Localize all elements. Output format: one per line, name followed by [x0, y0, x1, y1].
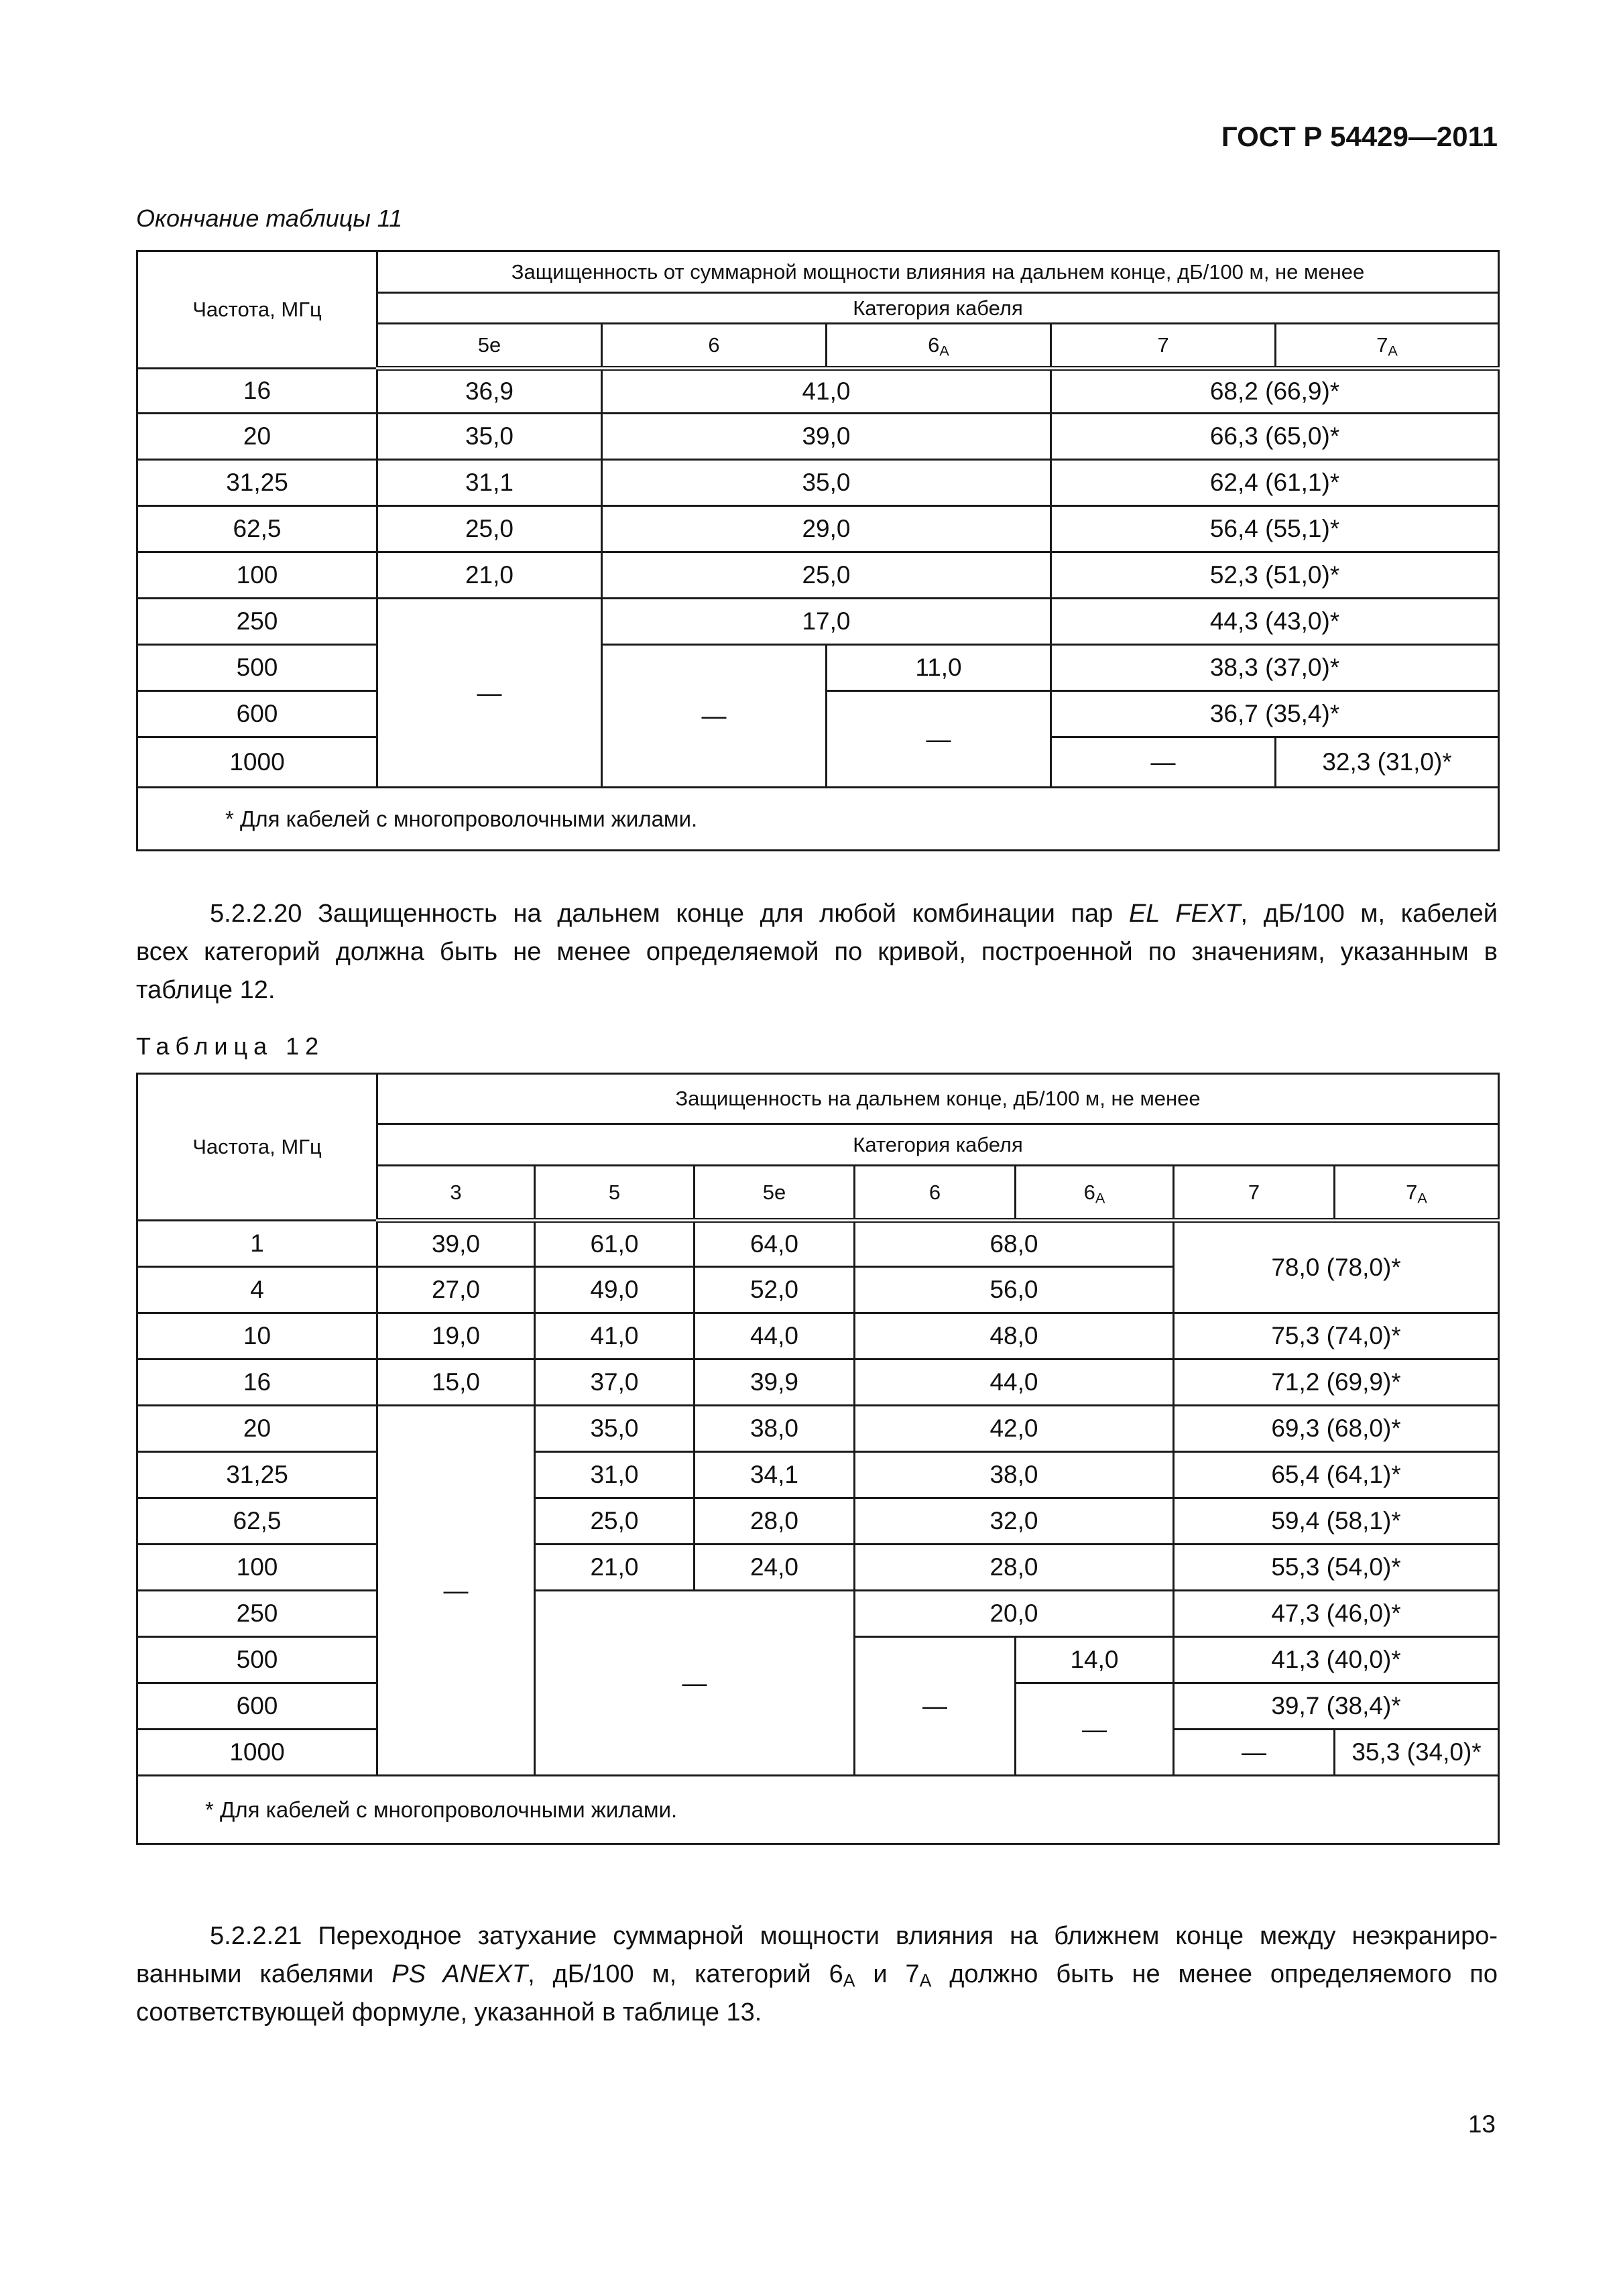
- freq-cell: 500: [137, 1637, 377, 1683]
- freq-cell: 100: [137, 1545, 377, 1591]
- value-cell: 38,0: [695, 1406, 855, 1452]
- value-cell: 47,3 (46,0)*: [1174, 1591, 1499, 1637]
- freq-cell: 10: [137, 1313, 377, 1360]
- category-header: Категория кабеля: [377, 1124, 1499, 1166]
- freq-header: Частота, МГц: [137, 251, 377, 369]
- value-cell: 55,3 (54,0)*: [1174, 1545, 1499, 1591]
- value-cell: 36,9: [377, 369, 602, 414]
- value-cell: 44,0: [855, 1360, 1174, 1406]
- value-cell: 78,0 (78,0)*: [1174, 1221, 1499, 1313]
- value-cell: 37,0: [535, 1360, 695, 1406]
- dash-cell: —: [377, 599, 602, 788]
- value-cell: 24,0: [695, 1545, 855, 1591]
- value-cell: 20,0: [855, 1591, 1174, 1637]
- value-cell: 21,0: [535, 1545, 695, 1591]
- value-cell: 39,0: [377, 1221, 535, 1267]
- freq-cell: 31,25: [137, 1452, 377, 1498]
- value-cell: 56,0: [855, 1267, 1174, 1313]
- value-cell: 44,0: [695, 1313, 855, 1360]
- value-cell: 25,0: [377, 506, 602, 552]
- freq-cell: 600: [137, 691, 377, 737]
- freq-cell: 1: [137, 1221, 377, 1267]
- value-cell: 35,0: [602, 460, 1051, 506]
- table-title: Защищенность на дальнем конце, дБ/100 м, не менее: [377, 1074, 1499, 1124]
- freq-cell: 16: [137, 1360, 377, 1406]
- cat-header: $6_A$: [827, 324, 1051, 369]
- value-cell: 61,0: [535, 1221, 695, 1267]
- value-cell: 32,3 (31,0)*: [1276, 737, 1499, 788]
- table11-caption: Окончание таблицы 11: [136, 204, 403, 232]
- freq-cell: 62,5: [137, 1498, 377, 1545]
- freq-cell: 4: [137, 1267, 377, 1313]
- table-11: [136, 250, 1500, 851]
- value-cell: 25,0: [535, 1498, 695, 1545]
- value-cell: 34,1: [695, 1452, 855, 1498]
- value-cell: 52,3 (51,0)*: [1051, 552, 1499, 599]
- cat-header: 6: [602, 324, 827, 369]
- value-cell: 66,3 (65,0)*: [1051, 414, 1499, 460]
- paragraph-5-2-2-21: 5.2.2.21 Переходное затухание суммарной мощности влияния на ближнем конце между неэкраниро- ванными кабелями PS ANEXT, дБ/100 м, категорий $6_A$ и $7_A$ должно быть не менее определяемого по соответствующей формуле, указанной в таблице 13.: [136, 1922, 1498, 2027]
- value-cell: 44,3 (43,0)*: [1051, 599, 1499, 645]
- cat-header: $7_A$: [1276, 324, 1499, 369]
- freq-cell: 62,5: [137, 506, 377, 552]
- value-cell: 52,0: [695, 1267, 855, 1313]
- value-cell: 29,0: [602, 506, 1051, 552]
- freq-cell: 600: [137, 1683, 377, 1730]
- dash-cell: —: [377, 1406, 535, 1776]
- value-cell: 32,0: [855, 1498, 1174, 1545]
- value-cell: 14,0: [1016, 1637, 1174, 1683]
- table-title: Защищенность от суммарной мощности влияния на дальнем конце, дБ/100 м, не менее: [377, 251, 1499, 293]
- value-cell: 19,0: [377, 1313, 535, 1360]
- table-footnote: * Для кабелей с многопроволочными жилами.: [137, 788, 1499, 851]
- value-cell: 65,4 (64,1)*: [1174, 1452, 1499, 1498]
- freq-cell: 250: [137, 1591, 377, 1637]
- table-12: [136, 1073, 1500, 1845]
- value-cell: 75,3 (74,0)*: [1174, 1313, 1499, 1360]
- value-cell: 17,0: [602, 599, 1051, 645]
- value-cell: 68,0: [855, 1221, 1174, 1267]
- value-cell: 35,3 (34,0)*: [1335, 1730, 1499, 1776]
- value-cell: 39,9: [695, 1360, 855, 1406]
- dash-cell: —: [1174, 1730, 1335, 1776]
- dash-cell: —: [1051, 737, 1276, 788]
- freq-cell: 31,25: [137, 460, 377, 506]
- value-cell: 39,7 (38,4)*: [1174, 1683, 1499, 1730]
- cat-header: 5e: [695, 1166, 855, 1221]
- cat-header: 5: [535, 1166, 695, 1221]
- value-cell: 27,0: [377, 1267, 535, 1313]
- freq-cell: 20: [137, 1406, 377, 1452]
- value-cell: 62,4 (61,1)*: [1051, 460, 1499, 506]
- value-cell: 28,0: [855, 1545, 1174, 1591]
- freq-header: Частота, МГц: [137, 1074, 377, 1221]
- cat-header: $7_A$: [1335, 1166, 1499, 1221]
- value-cell: 28,0: [695, 1498, 855, 1545]
- value-cell: 31,1: [377, 460, 602, 506]
- freq-cell: 1000: [137, 737, 377, 788]
- cat-header: 5e: [377, 324, 602, 369]
- dash-cell: —: [855, 1637, 1016, 1776]
- cat-header: 6: [855, 1166, 1016, 1221]
- cat-header: $6_A$: [1016, 1166, 1174, 1221]
- dash-cell: —: [602, 645, 827, 788]
- freq-cell: 1000: [137, 1730, 377, 1776]
- value-cell: 21,0: [377, 552, 602, 599]
- table-footnote: * Для кабелей с многопроволочными жилами.: [137, 1776, 1499, 1844]
- freq-cell: 16: [137, 369, 377, 414]
- value-cell: 31,0: [535, 1452, 695, 1498]
- page-number: 13: [1467, 2110, 1496, 2138]
- cat-header: 7: [1051, 324, 1276, 369]
- freq-cell: 500: [137, 645, 377, 691]
- freq-cell: 250: [137, 599, 377, 645]
- category-header: Категория кабеля: [377, 293, 1499, 324]
- value-cell: 64,0: [695, 1221, 855, 1267]
- paragraph-5-2-2-20: 5.2.2.20 Защищенность на дальнем конце для любой комбинации пар EL FEXT, дБ/100 м, кабелей всех категорий должна быть не менее определяемой по кривой, построенной по значениям, указанным в таблице 12.: [136, 900, 1498, 1004]
- dash-cell: —: [827, 691, 1051, 788]
- cat-header: 3: [377, 1166, 535, 1221]
- value-cell: 49,0: [535, 1267, 695, 1313]
- value-cell: 38,3 (37,0)*: [1051, 645, 1499, 691]
- value-cell: 71,2 (69,9)*: [1174, 1360, 1499, 1406]
- value-cell: 41,0: [602, 369, 1051, 414]
- value-cell: 48,0: [855, 1313, 1174, 1360]
- freq-cell: 100: [137, 552, 377, 599]
- value-cell: 36,7 (35,4)*: [1051, 691, 1499, 737]
- dash-cell: —: [1016, 1683, 1174, 1776]
- value-cell: 25,0: [602, 552, 1051, 599]
- value-cell: 41,0: [535, 1313, 695, 1360]
- value-cell: 42,0: [855, 1406, 1174, 1452]
- value-cell: 11,0: [827, 645, 1051, 691]
- document-header: ГОСТ Р 54429—2011: [1221, 121, 1498, 152]
- dash-cell: —: [535, 1591, 855, 1776]
- freq-cell: 20: [137, 414, 377, 460]
- value-cell: 59,4 (58,1)*: [1174, 1498, 1499, 1545]
- cat-header: 7: [1174, 1166, 1335, 1221]
- value-cell: 41,3 (40,0)*: [1174, 1637, 1499, 1683]
- table12-caption: Таблица 12: [136, 1032, 325, 1060]
- value-cell: 15,0: [377, 1360, 535, 1406]
- value-cell: 35,0: [377, 414, 602, 460]
- value-cell: 68,2 (66,9)*: [1051, 369, 1499, 414]
- value-cell: 69,3 (68,0)*: [1174, 1406, 1499, 1452]
- value-cell: 56,4 (55,1)*: [1051, 506, 1499, 552]
- value-cell: 35,0: [535, 1406, 695, 1452]
- value-cell: 39,0: [602, 414, 1051, 460]
- value-cell: 38,0: [855, 1452, 1174, 1498]
